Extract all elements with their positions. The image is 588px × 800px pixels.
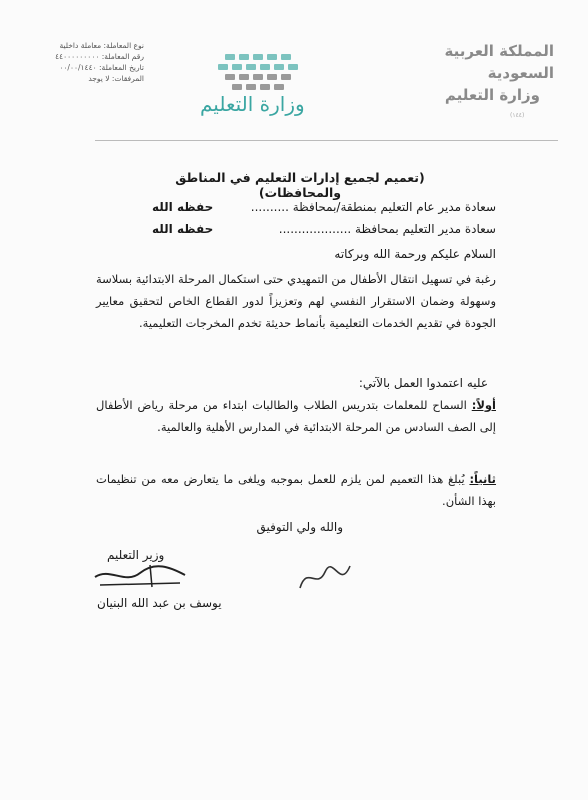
ministry-name: وزارة التعليم — [444, 86, 540, 104]
recipient-line-1: سعادة مدير عام التعليم بمنطقة/بمحافظة .......... — [250, 200, 496, 214]
handwritten-signature — [295, 560, 355, 595]
item-first-text: السماح للمعلمات بتدريس الطلاب والطالبات ابتداء من مرحلة رياض الأطفال إلى الصف السادس من المرحلة الابتدائية في المدارس الأهلية والعالمية. — [96, 398, 496, 434]
item-second-label: ثانياً: — [469, 472, 497, 486]
item-first-label: أولاً: — [471, 398, 496, 412]
header-divider — [95, 140, 558, 141]
signer-title: وزير التعليم — [107, 548, 165, 562]
closing-phrase: والله ولي التوفيق — [256, 520, 343, 534]
honorific-1: حفظه الله — [152, 200, 214, 214]
signature-mark — [90, 557, 190, 592]
recipient-line-2: سعادة مدير التعليم بمحافظة ................... — [278, 222, 496, 236]
code-label: (١٤٤) — [510, 112, 525, 119]
signer-name: يوسف بن عبد الله البنيان — [97, 596, 222, 610]
meta-line: رقم المعاملة: ٤٤٠٠٠٠٠٠٠٠٠ — [55, 52, 144, 61]
instruction-line: عليه اعتمدوا العمل بالآتي: — [358, 376, 488, 390]
honorific-2: حفظه الله — [152, 222, 214, 236]
meta-line: تاريخ المعاملة: ٠٠/٠٠/١٤٤٠ — [59, 63, 144, 72]
letter-title: (تعميم لجميع إدارات التعليم في المناطق والمحافظات) — [175, 170, 425, 200]
greeting: السلام عليكم ورحمة الله وبركاته — [334, 247, 496, 261]
ministry-logo-text: وزارة التعليم — [200, 92, 305, 116]
meta-line: نوع المعاملة: معاملة داخلية — [59, 41, 144, 50]
meta-line: المرفقات: لا يوجد — [88, 74, 144, 83]
letterhead — [414, 40, 554, 119]
item-first — [96, 394, 496, 438]
country-name: المملكة العربية السعودية — [444, 42, 554, 82]
transaction-meta — [34, 40, 144, 84]
item-second — [96, 468, 496, 512]
paragraph-intro: رغبة في تسهيل انتقال الأطفال من التمهيدي حتى استكمال المرحلة الابتدائية بسلاسة وسهولة وضمان الاستقرار النفسي لهم وتعزيزاً لدور القطاع الخاص لتحقيق معايير الجودة في تقديم الخدمات التعليمية بأنماط حديثة تخدم المخرجات التعليمية. — [96, 272, 496, 330]
item-second-text: يُبلغ هذا التعميم لمن يلزم للعمل بموجبه ويلغى ما يتعارض معه من تنظيمات بهذا الشأن. — [96, 472, 496, 508]
